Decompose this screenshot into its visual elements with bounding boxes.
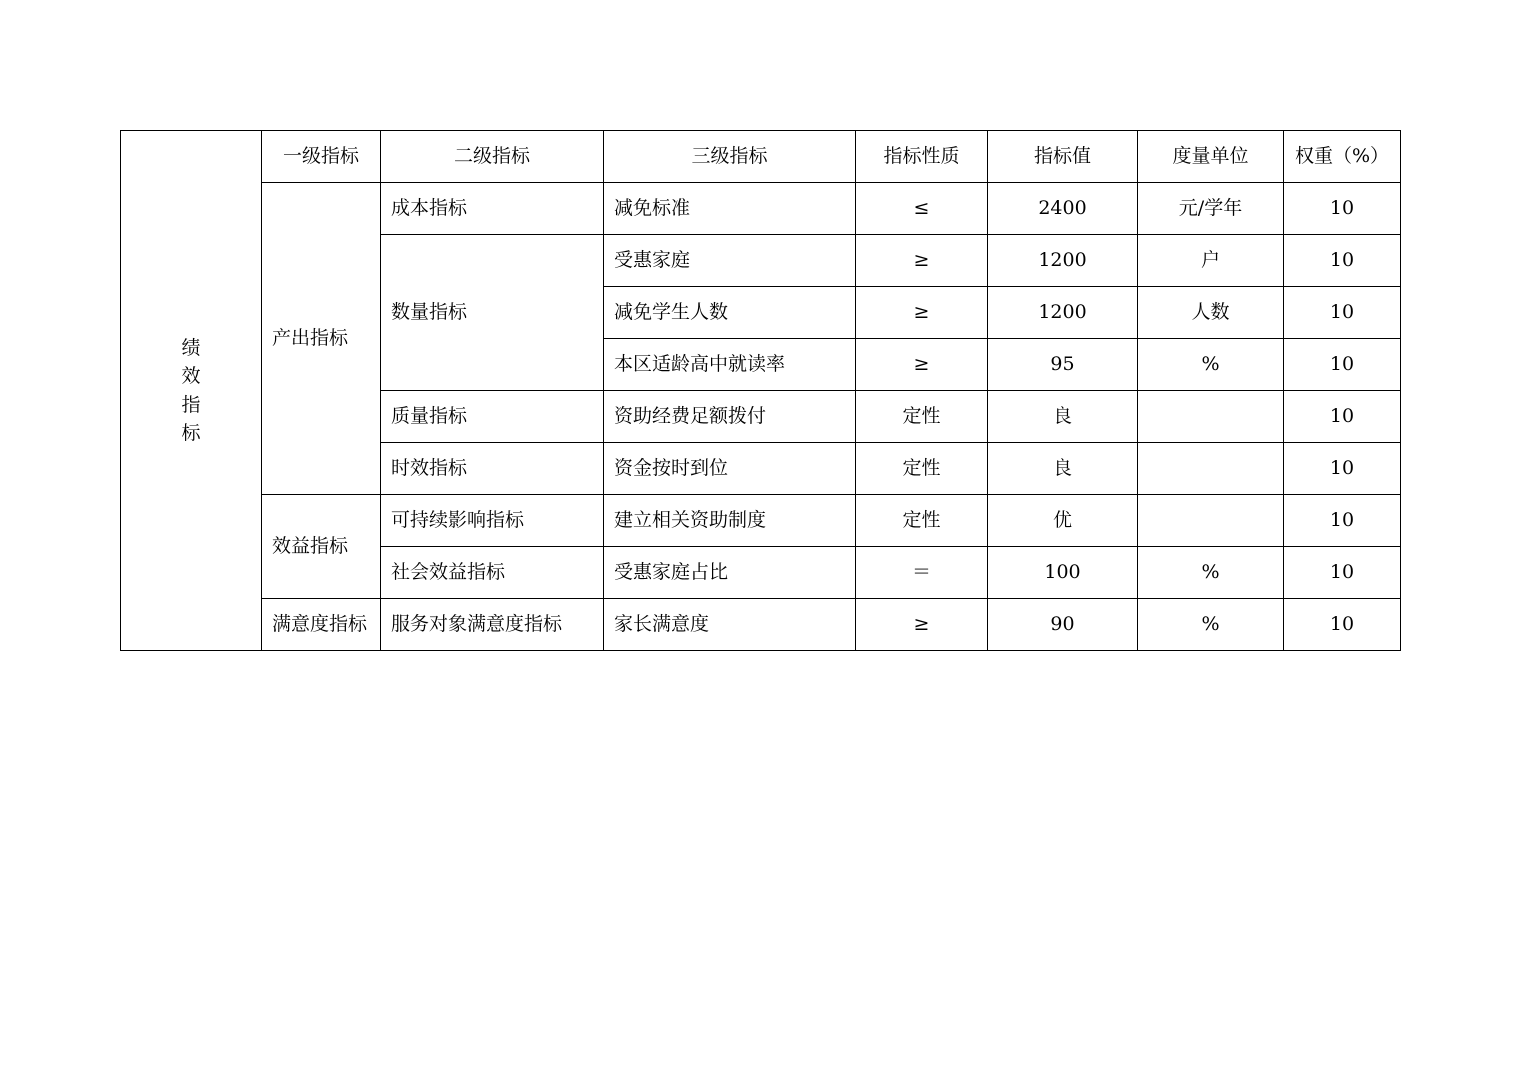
subgroup-quantity: 数量指标 [381, 235, 604, 391]
subgroup-service: 服务对象满意度指标 [381, 599, 604, 651]
value-cell: 90 [988, 599, 1138, 651]
nature-cell: 定性 [856, 495, 988, 547]
indicator-cell: 减免标准 [604, 183, 856, 235]
header-weight: 权重（%） [1284, 131, 1401, 183]
unit-cell: % [1138, 599, 1284, 651]
nature-cell: ≥ [856, 235, 988, 287]
nature-cell: ≤ [856, 183, 988, 235]
subgroup-timeliness: 时效指标 [381, 443, 604, 495]
weight-cell: 10 [1284, 599, 1401, 651]
unit-cell: 人数 [1138, 287, 1284, 339]
subgroup-cost: 成本指标 [381, 183, 604, 235]
weight-cell: 10 [1284, 183, 1401, 235]
unit-cell [1138, 443, 1284, 495]
subgroup-social: 社会效益指标 [381, 547, 604, 599]
weight-cell: 10 [1284, 495, 1401, 547]
header-level3: 三级指标 [604, 131, 856, 183]
value-cell: 100 [988, 547, 1138, 599]
group-output: 产出指标 [262, 183, 381, 495]
indicator-cell: 受惠家庭占比 [604, 547, 856, 599]
header-level2: 二级指标 [381, 131, 604, 183]
header-row [121, 131, 1401, 183]
value-cell: 优 [988, 495, 1138, 547]
unit-cell: 户 [1138, 235, 1284, 287]
outer-label: 绩效指标 [181, 336, 201, 444]
group-benefit: 效益指标 [262, 495, 381, 599]
nature-cell: ≥ [856, 599, 988, 651]
subgroup-quality: 质量指标 [381, 391, 604, 443]
indicator-cell: 资助经费足额拨付 [604, 391, 856, 443]
value-cell: 1200 [988, 287, 1138, 339]
header-unit: 度量单位 [1138, 131, 1284, 183]
table-row [121, 495, 1401, 547]
weight-cell: 10 [1284, 235, 1401, 287]
value-cell: 2400 [988, 183, 1138, 235]
header-level1: 一级指标 [262, 131, 381, 183]
nature-cell: ≥ [856, 339, 988, 391]
unit-cell [1138, 495, 1284, 547]
table-row [121, 599, 1401, 651]
header-nature: 指标性质 [856, 131, 988, 183]
group-satisfaction: 满意度指标 [262, 599, 381, 651]
indicator-cell: 家长满意度 [604, 599, 856, 651]
subgroup-sustainable: 可持续影响指标 [381, 495, 604, 547]
nature-cell: ≥ [856, 287, 988, 339]
indicator-cell: 资金按时到位 [604, 443, 856, 495]
nature-cell: ＝ [856, 547, 988, 599]
weight-cell: 10 [1284, 339, 1401, 391]
unit-cell: % [1138, 339, 1284, 391]
weight-cell: 10 [1284, 443, 1401, 495]
indicator-cell: 建立相关资助制度 [604, 495, 856, 547]
performance-indicator-table [120, 130, 1401, 651]
nature-cell: 定性 [856, 391, 988, 443]
value-cell: 良 [988, 391, 1138, 443]
nature-cell: 定性 [856, 443, 988, 495]
value-cell: 95 [988, 339, 1138, 391]
weight-cell: 10 [1284, 287, 1401, 339]
indicator-cell: 减免学生人数 [604, 287, 856, 339]
unit-cell: % [1138, 547, 1284, 599]
outer-label-cell [121, 131, 262, 651]
weight-cell: 10 [1284, 547, 1401, 599]
indicator-cell: 受惠家庭 [604, 235, 856, 287]
header-value: 指标值 [988, 131, 1138, 183]
value-cell: 1200 [988, 235, 1138, 287]
unit-cell: 元/学年 [1138, 183, 1284, 235]
table-row [121, 183, 1401, 235]
value-cell: 良 [988, 443, 1138, 495]
indicator-cell: 本区适龄高中就读率 [604, 339, 856, 391]
unit-cell [1138, 391, 1284, 443]
weight-cell: 10 [1284, 391, 1401, 443]
